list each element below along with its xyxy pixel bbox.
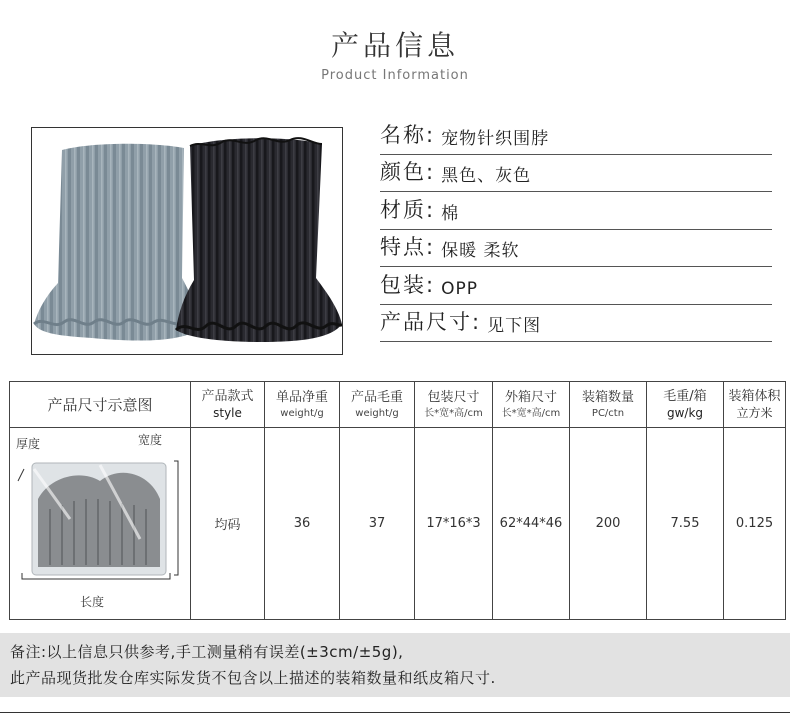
value-net-weight: 36 <box>265 428 340 620</box>
size-table-value-row <box>10 428 786 620</box>
packaged-scarf-diagram <box>10 429 190 619</box>
spec-key: 产品尺寸: <box>380 310 482 334</box>
spec-row-packaging <box>380 267 772 305</box>
bottom-divider <box>0 712 790 713</box>
remark-line-1: 备注:以上信息只供参考,手工测量稍有误差(±3cm/±5g), <box>10 643 404 661</box>
value-carton-size: 62*44*46 <box>493 428 570 620</box>
diagram-label-thickness: 厚度 <box>16 436 41 451</box>
size-diagram <box>10 428 191 620</box>
spec-row-color <box>380 155 772 193</box>
spec-row-size <box>380 305 772 343</box>
value-carton-volume: 0.125 <box>724 428 786 620</box>
product-photo <box>31 127 343 355</box>
page-subtitle: Product Information <box>321 68 469 83</box>
size-table <box>9 381 786 620</box>
remark-line-2: 此产品现货批发仓库实际发货不包含以上描述的装箱数量和纸皮箱尺寸. <box>10 669 496 687</box>
spec-row-name <box>380 117 772 155</box>
spec-value: OPP <box>441 278 478 299</box>
header-gross-weight: 产品毛重 weight/g <box>340 382 415 428</box>
header-carton-gross-weight: 毛重/箱 gw/kg <box>647 382 724 428</box>
remark-box <box>0 633 790 697</box>
spec-value: 棉 <box>441 203 460 224</box>
spec-key: 包装: <box>380 272 436 297</box>
spec-key: 颜色: <box>380 160 436 184</box>
value-carton-qty: 200 <box>570 428 647 620</box>
spec-key: 名称: <box>380 122 436 147</box>
size-table-header-row <box>10 382 786 428</box>
spec-list <box>380 117 772 342</box>
spec-key: 特点: <box>380 235 436 259</box>
spec-value: 黑色、灰色 <box>441 166 532 186</box>
header-carton-qty: 装箱数量 PC/ctn <box>570 382 647 428</box>
value-package-size: 17*16*3 <box>415 428 493 620</box>
value-style: 均码 <box>191 428 265 620</box>
spec-row-material <box>380 192 772 230</box>
spec-row-features <box>380 230 772 268</box>
header-style: 产品款式 style <box>191 382 265 428</box>
diagram-header: 产品尺寸示意图 <box>10 382 191 428</box>
page-header <box>0 24 790 83</box>
knit-neck-scarves-illustration <box>32 128 343 355</box>
spec-value: 保暖 柔软 <box>441 241 520 261</box>
header-net-weight: 单品净重 weight/g <box>265 382 340 428</box>
diagram-label-length: 长度 <box>80 594 105 609</box>
page-title: 产品信息 <box>330 29 459 62</box>
value-gross-weight: 37 <box>340 428 415 620</box>
header-carton-volume: 装箱体积 立方米 <box>724 382 786 428</box>
header-carton-size: 外箱尺寸 长*宽*高/cm <box>493 382 570 428</box>
header-package-size: 包装尺寸 长*宽*高/cm <box>415 382 493 428</box>
spec-value: 见下图 <box>487 316 542 336</box>
value-carton-gross-weight: 7.55 <box>647 428 724 620</box>
spec-key: 材质: <box>380 197 436 222</box>
diagram-label-width: 宽度 <box>138 432 163 447</box>
spec-value: 宠物针织围脖 <box>441 128 550 149</box>
